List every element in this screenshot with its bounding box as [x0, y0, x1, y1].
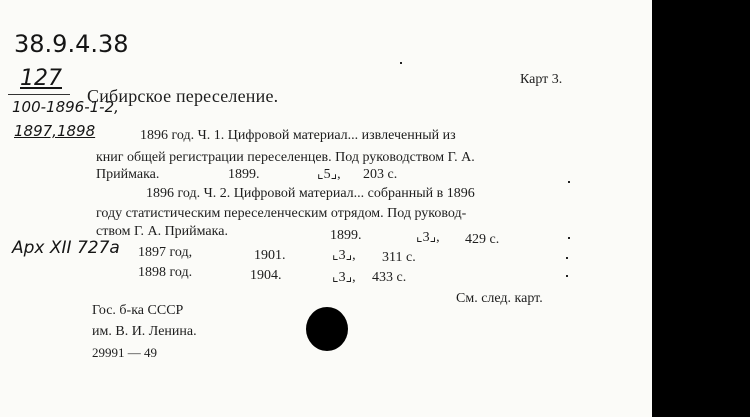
entry-2-volume: ⌞3⌟,	[416, 230, 440, 245]
entry-4-line-1: 1898 год.	[138, 265, 193, 280]
entry-3-pages: 311 с.	[382, 250, 416, 265]
speck	[400, 62, 402, 64]
entry-2-volume-number: 3	[422, 230, 430, 245]
entry-4-volume-number: 3	[338, 270, 346, 285]
library-line-1: Гос. б-ка СССР	[92, 303, 184, 318]
entry-4-pages: 433 с.	[372, 270, 407, 285]
order-number: 29991 — 49	[92, 345, 157, 360]
entry-1-volume: ⌞5⌟,	[317, 167, 341, 182]
handwritten-range-1: 100-1896-1-2,	[12, 98, 119, 116]
entry-1-pages: 203 с.	[363, 167, 398, 182]
speck	[566, 257, 568, 259]
entry-1-line-1: 1896 год. Ч. 1. Цифровой материал... извлеченный из	[140, 128, 456, 143]
entry-2-line-2: году статистическим переселенческим отрядом. Под руковод-	[96, 206, 467, 221]
entry-3-volume: ⌞3⌟,	[332, 248, 356, 263]
handwritten-archive-mark: Арх XII 727а	[12, 238, 120, 258]
entry-1-line-3: Приймака.	[96, 167, 160, 182]
entry-4-volume: ⌞3⌟,	[332, 270, 356, 285]
handwritten-divider	[8, 94, 70, 95]
handwritten-range-2: 1897,1898	[14, 122, 96, 140]
punch-hole	[306, 307, 348, 351]
entry-1-year: 1899.	[228, 167, 260, 182]
entry-2-line-1: 1896 год. Ч. 2. Цифровой материал... собранный в 1896	[146, 186, 475, 201]
library-line-2: им. В. И. Ленина.	[92, 324, 197, 339]
entry-1-volume-number: 5	[323, 167, 331, 182]
see-next-card: См. след. карт.	[456, 291, 543, 306]
entry-4-year: 1904.	[250, 268, 282, 283]
entry-2-line-3: ством Г. А. Приймака.	[96, 224, 228, 239]
card-number-label: Карт 3.	[520, 72, 563, 87]
speck	[568, 237, 570, 239]
card-title: Сибирское переселение.	[87, 86, 279, 106]
handwritten-call-number: 38.9.4.38	[14, 30, 129, 58]
entry-3-line-1: 1897 год,	[138, 245, 193, 260]
entry-2-pages: 429 с.	[465, 232, 500, 247]
entry-2-year: 1899.	[330, 228, 362, 243]
entry-1-line-2: книг общей регистрации переселенцев. Под руководством Г. А.	[96, 150, 475, 165]
entry-3-volume-number: 3	[338, 248, 346, 263]
entry-3-year: 1901.	[254, 248, 286, 263]
handwritten-number: 127	[20, 66, 62, 91]
speck	[566, 275, 568, 277]
speck	[568, 181, 570, 183]
